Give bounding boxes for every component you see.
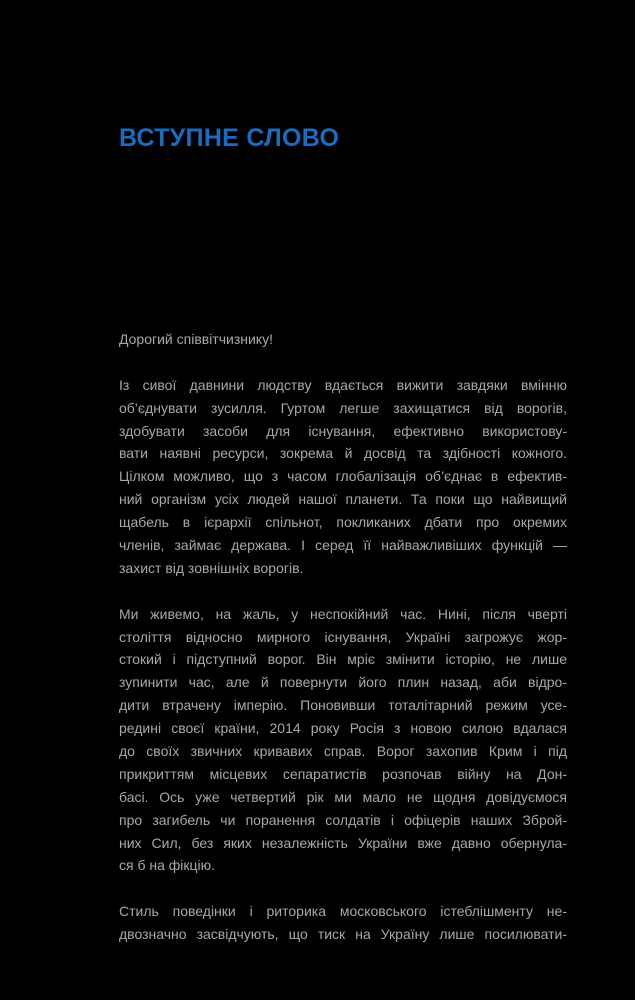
text-line: Стиль поведінки і риторика московського істеблішменту не- (119, 903, 567, 920)
text-line: прикриттям місцевих сепаратистів розпочав війну на Дон- (119, 765, 567, 782)
text-line: Цілком можливо, що з часом глобалізація об’єднає в ефектив- (119, 468, 567, 485)
text-line: століття відносно мирного існування, Україні загрожує жор- (119, 628, 567, 645)
text-line: здобувати засоби для існування, ефективно використову- (119, 422, 567, 439)
text-line: Із сивої давнини людству вдається вижити завдяки вмінню (119, 376, 567, 393)
text-line: ний організм усіх людей нашої планети. Та поки що найвищий (119, 491, 567, 508)
text-line: них Сил, без яких незалежність України вже давно обернула- (119, 834, 567, 851)
text-line: ся б на фікцію. (119, 857, 216, 874)
paragraph (119, 900, 567, 946)
chapter-body (119, 328, 567, 969)
text-line: двозначно засвідчують, що тиск на Україну лише посилювати- (119, 926, 567, 943)
paragraph (119, 328, 567, 351)
text-line: вати наявні ресурси, зокрема й досвід та здібності кожного. (119, 445, 567, 462)
text-line: дити втрачену імперію. Поновивши тоталітарний режим усе- (119, 697, 567, 714)
text-line: Ми живемо, на жаль, у неспокійний час. Нині, після чверті (119, 605, 567, 622)
text-line: до своїх звичних кривавих справ. Ворог захопив Крим і під (119, 743, 567, 760)
text-line: редині своєї країни, 2014 року Росія з новою силою вдалася (119, 720, 567, 737)
text-line: стокий і підступний ворог. Він мріє змінити історію, не лише (119, 651, 567, 668)
text-line: басі. Ось уже четвертий рік ми мало не щодня довідуємося (119, 788, 567, 805)
text-line: Дорогий співвітчизнику! (119, 331, 273, 347)
chapter-title: ВСТУПНЕ СЛОВО (119, 124, 340, 152)
text-line: об’єднувати зусилля. Гуртом легше захищатися від ворогів, (119, 399, 567, 416)
paragraph (119, 603, 567, 878)
text-line: членів, займає держава. І серед її найважливіших функцій — (119, 537, 567, 554)
text-line: зупинити час, але й повернути його плин назад, аби відро- (119, 674, 567, 691)
text-line: щабель в ієрархії спільнот, покликаних дбати про окремих (119, 514, 567, 531)
text-line: захист від зовнішніх ворогів. (119, 559, 304, 576)
paragraph (119, 374, 567, 580)
text-line: про загибель чи поранення солдатів і офіцерів наших Зброй- (119, 811, 567, 828)
